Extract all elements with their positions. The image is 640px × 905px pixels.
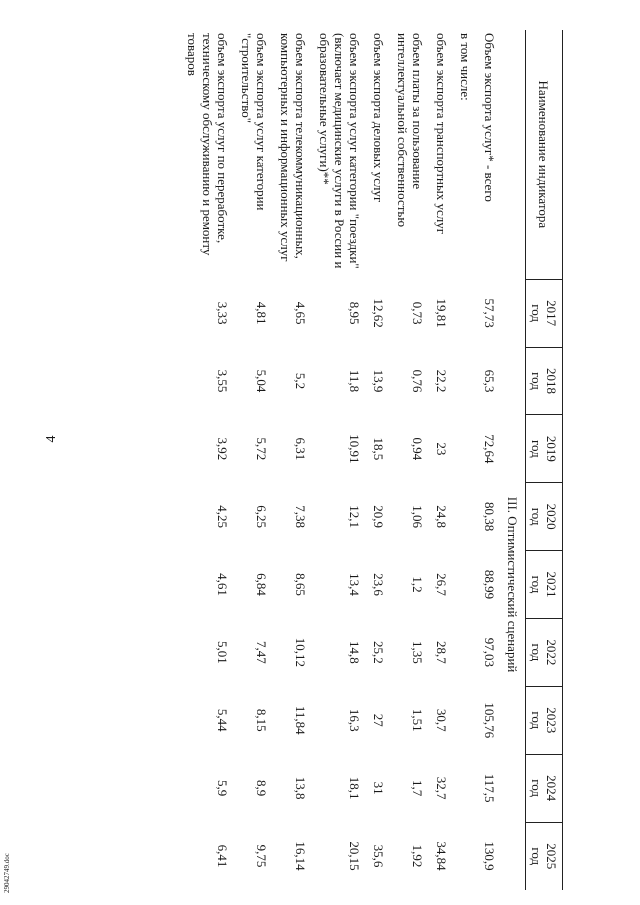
indicator-value: 11,84 — [293, 705, 308, 735]
indicator-label: объем платы за пользование интеллектуальной собственностью — [395, 33, 425, 228]
indicator-value: 5,44 — [215, 708, 230, 732]
indicator-label: объем экспорта транспортных услуг — [434, 33, 449, 235]
footer-filename: 29042749.doc — [3, 853, 11, 893]
scenario-title: III. Оптимистический сценарий — [505, 496, 521, 673]
indicator-value: 1,2 — [410, 576, 425, 593]
indicator-value: 6,84 — [254, 573, 269, 596]
indicator-value: 5,72 — [254, 437, 269, 461]
indicator-value: 23,6 — [371, 573, 386, 596]
indicator-value: 1,51 — [410, 708, 425, 732]
indicator-value: 8,65 — [293, 573, 308, 596]
page-number: 4 — [44, 435, 59, 443]
table-row — [429, 30, 453, 890]
indicator-value: 5,01 — [215, 641, 230, 664]
indicator-value: 16,14 — [293, 841, 308, 871]
table-row — [477, 30, 501, 890]
table-row — [180, 30, 234, 890]
indicator-value: 19,81 — [434, 298, 449, 328]
indicator-value: 7,38 — [293, 505, 308, 529]
indicator-value: 4,61 — [215, 573, 230, 596]
indicator-label: объем экспорта услуг категории "поездки" (включает медицинские услуги в России и образовательные услуги)** — [317, 33, 362, 269]
indicator-value — [453, 551, 477, 619]
indicator-value: 22,2 — [434, 369, 449, 393]
table-row — [453, 30, 477, 890]
indicator-value: 13,8 — [293, 776, 308, 800]
header-year: 2022 год — [526, 618, 563, 686]
indicator-value: 12,1 — [347, 505, 362, 529]
indicator-value — [453, 279, 477, 347]
indicator-value: 3,92 — [215, 437, 230, 461]
indicator-value: 3,33 — [215, 301, 230, 325]
indicator-value: 4,65 — [293, 301, 308, 325]
header-year: 2020 год — [526, 483, 563, 551]
table-row — [273, 30, 312, 890]
table-row — [312, 30, 366, 890]
table-row — [390, 30, 429, 890]
indicator-value: 23 — [434, 442, 449, 456]
indicator-value: 18,5 — [371, 437, 386, 461]
indicator-value: 97,03 — [482, 637, 497, 668]
indicator-value: 0,94 — [410, 437, 425, 461]
indicator-value — [453, 618, 477, 686]
table-row — [234, 30, 273, 890]
indicator-value: 117,5 — [482, 773, 497, 803]
indicator-value: 6,41 — [215, 844, 230, 868]
indicator-value: 35,6 — [371, 844, 386, 868]
indicator-value — [453, 686, 477, 754]
indicator-value: 24,8 — [434, 505, 449, 529]
indicator-value: 1,35 — [410, 641, 425, 664]
indicator-value: 34,84 — [434, 841, 449, 871]
indicator-value: 10,91 — [347, 434, 362, 464]
indicator-label: объем экспорта деловых услуг — [371, 33, 386, 203]
header-year: 2024 год — [526, 754, 563, 822]
header-year: 2018 год — [526, 347, 563, 415]
indicator-label: объем экспорта услуг категории "строительство" — [239, 33, 269, 211]
indicator-value: 6,31 — [293, 437, 308, 461]
indicator-value: 20,9 — [371, 505, 386, 529]
scenario-row — [501, 30, 526, 890]
indicator-value: 5,9 — [215, 779, 230, 797]
indicator-value: 3,55 — [215, 369, 230, 393]
indicator-value — [453, 483, 477, 551]
indicator-value: 0,73 — [410, 301, 425, 325]
indicator-value: 4,25 — [215, 505, 230, 529]
indicator-value: 4,81 — [254, 301, 269, 325]
indicator-value: 32,7 — [434, 776, 449, 800]
indicator-value — [453, 415, 477, 483]
indicator-value: 80,38 — [482, 502, 497, 532]
indicator-label: в том числе: — [458, 33, 473, 101]
indicator-value: 8,9 — [254, 779, 269, 797]
indicator-value: 0,76 — [410, 369, 425, 393]
indicator-value — [453, 754, 477, 822]
indicator-value: 130,9 — [482, 841, 497, 871]
indicator-label: объем экспорта телекоммуникационных, компьютерных и информационных услуг — [278, 33, 308, 262]
indicator-value: 30,7 — [434, 708, 449, 732]
indicator-label: Объем экспорта услуг* - всего — [482, 33, 497, 202]
indicator-value: 10,12 — [293, 637, 308, 668]
indicator-value: 7,47 — [254, 641, 269, 664]
indicator-value: 26,7 — [434, 573, 449, 596]
indicator-table — [180, 30, 563, 890]
indicator-value: 25,2 — [371, 641, 386, 664]
indicator-value: 72,64 — [482, 434, 497, 464]
indicator-value: 27 — [371, 713, 386, 727]
table-header-row — [526, 30, 563, 890]
indicator-value: 16,3 — [347, 708, 362, 732]
indicator-value: 1,7 — [410, 779, 425, 797]
indicator-value: 12,62 — [371, 298, 386, 328]
indicator-value: 88,99 — [482, 569, 497, 600]
header-year: 2023 год — [526, 686, 563, 754]
indicator-value: 57,73 — [482, 298, 497, 328]
indicator-value: 18,1 — [347, 776, 362, 800]
indicator-value: 5,2 — [293, 372, 308, 390]
indicator-value: 11,8 — [347, 369, 362, 393]
header-year: 2021 год — [526, 551, 563, 619]
indicator-value: 1,92 — [410, 844, 425, 868]
indicator-value: 65,3 — [482, 369, 497, 393]
indicator-value: 5,04 — [254, 369, 269, 393]
indicator-value: 105,76 — [482, 702, 497, 739]
indicator-value: 20,15 — [347, 841, 362, 871]
indicator-value: 14,8 — [347, 641, 362, 664]
indicator-value: 8,15 — [254, 708, 269, 732]
header-year: 2017 год — [526, 279, 563, 347]
indicator-value: 9,75 — [254, 844, 269, 868]
indicator-value — [453, 822, 477, 890]
table-row — [366, 30, 390, 890]
indicator-value: 1,06 — [410, 505, 425, 529]
indicator-value: 28,7 — [434, 641, 449, 664]
header-year: 2025 год — [526, 822, 563, 890]
indicator-value: 31 — [371, 781, 386, 795]
indicator-value: 13,9 — [371, 369, 386, 393]
indicator-value: 8,95 — [347, 301, 362, 325]
indicator-table-rotated — [51, 30, 563, 890]
header-year: 2019 год — [526, 415, 563, 483]
indicator-value: 13,4 — [347, 573, 362, 596]
indicator-value: 6,25 — [254, 505, 269, 529]
indicator-value — [453, 347, 477, 415]
header-indicator-name: Наименование индикатора — [526, 30, 563, 279]
indicator-label: объем экспорта услуг по переработке, техническому обслуживанию и ремонту товаров — [185, 33, 230, 256]
